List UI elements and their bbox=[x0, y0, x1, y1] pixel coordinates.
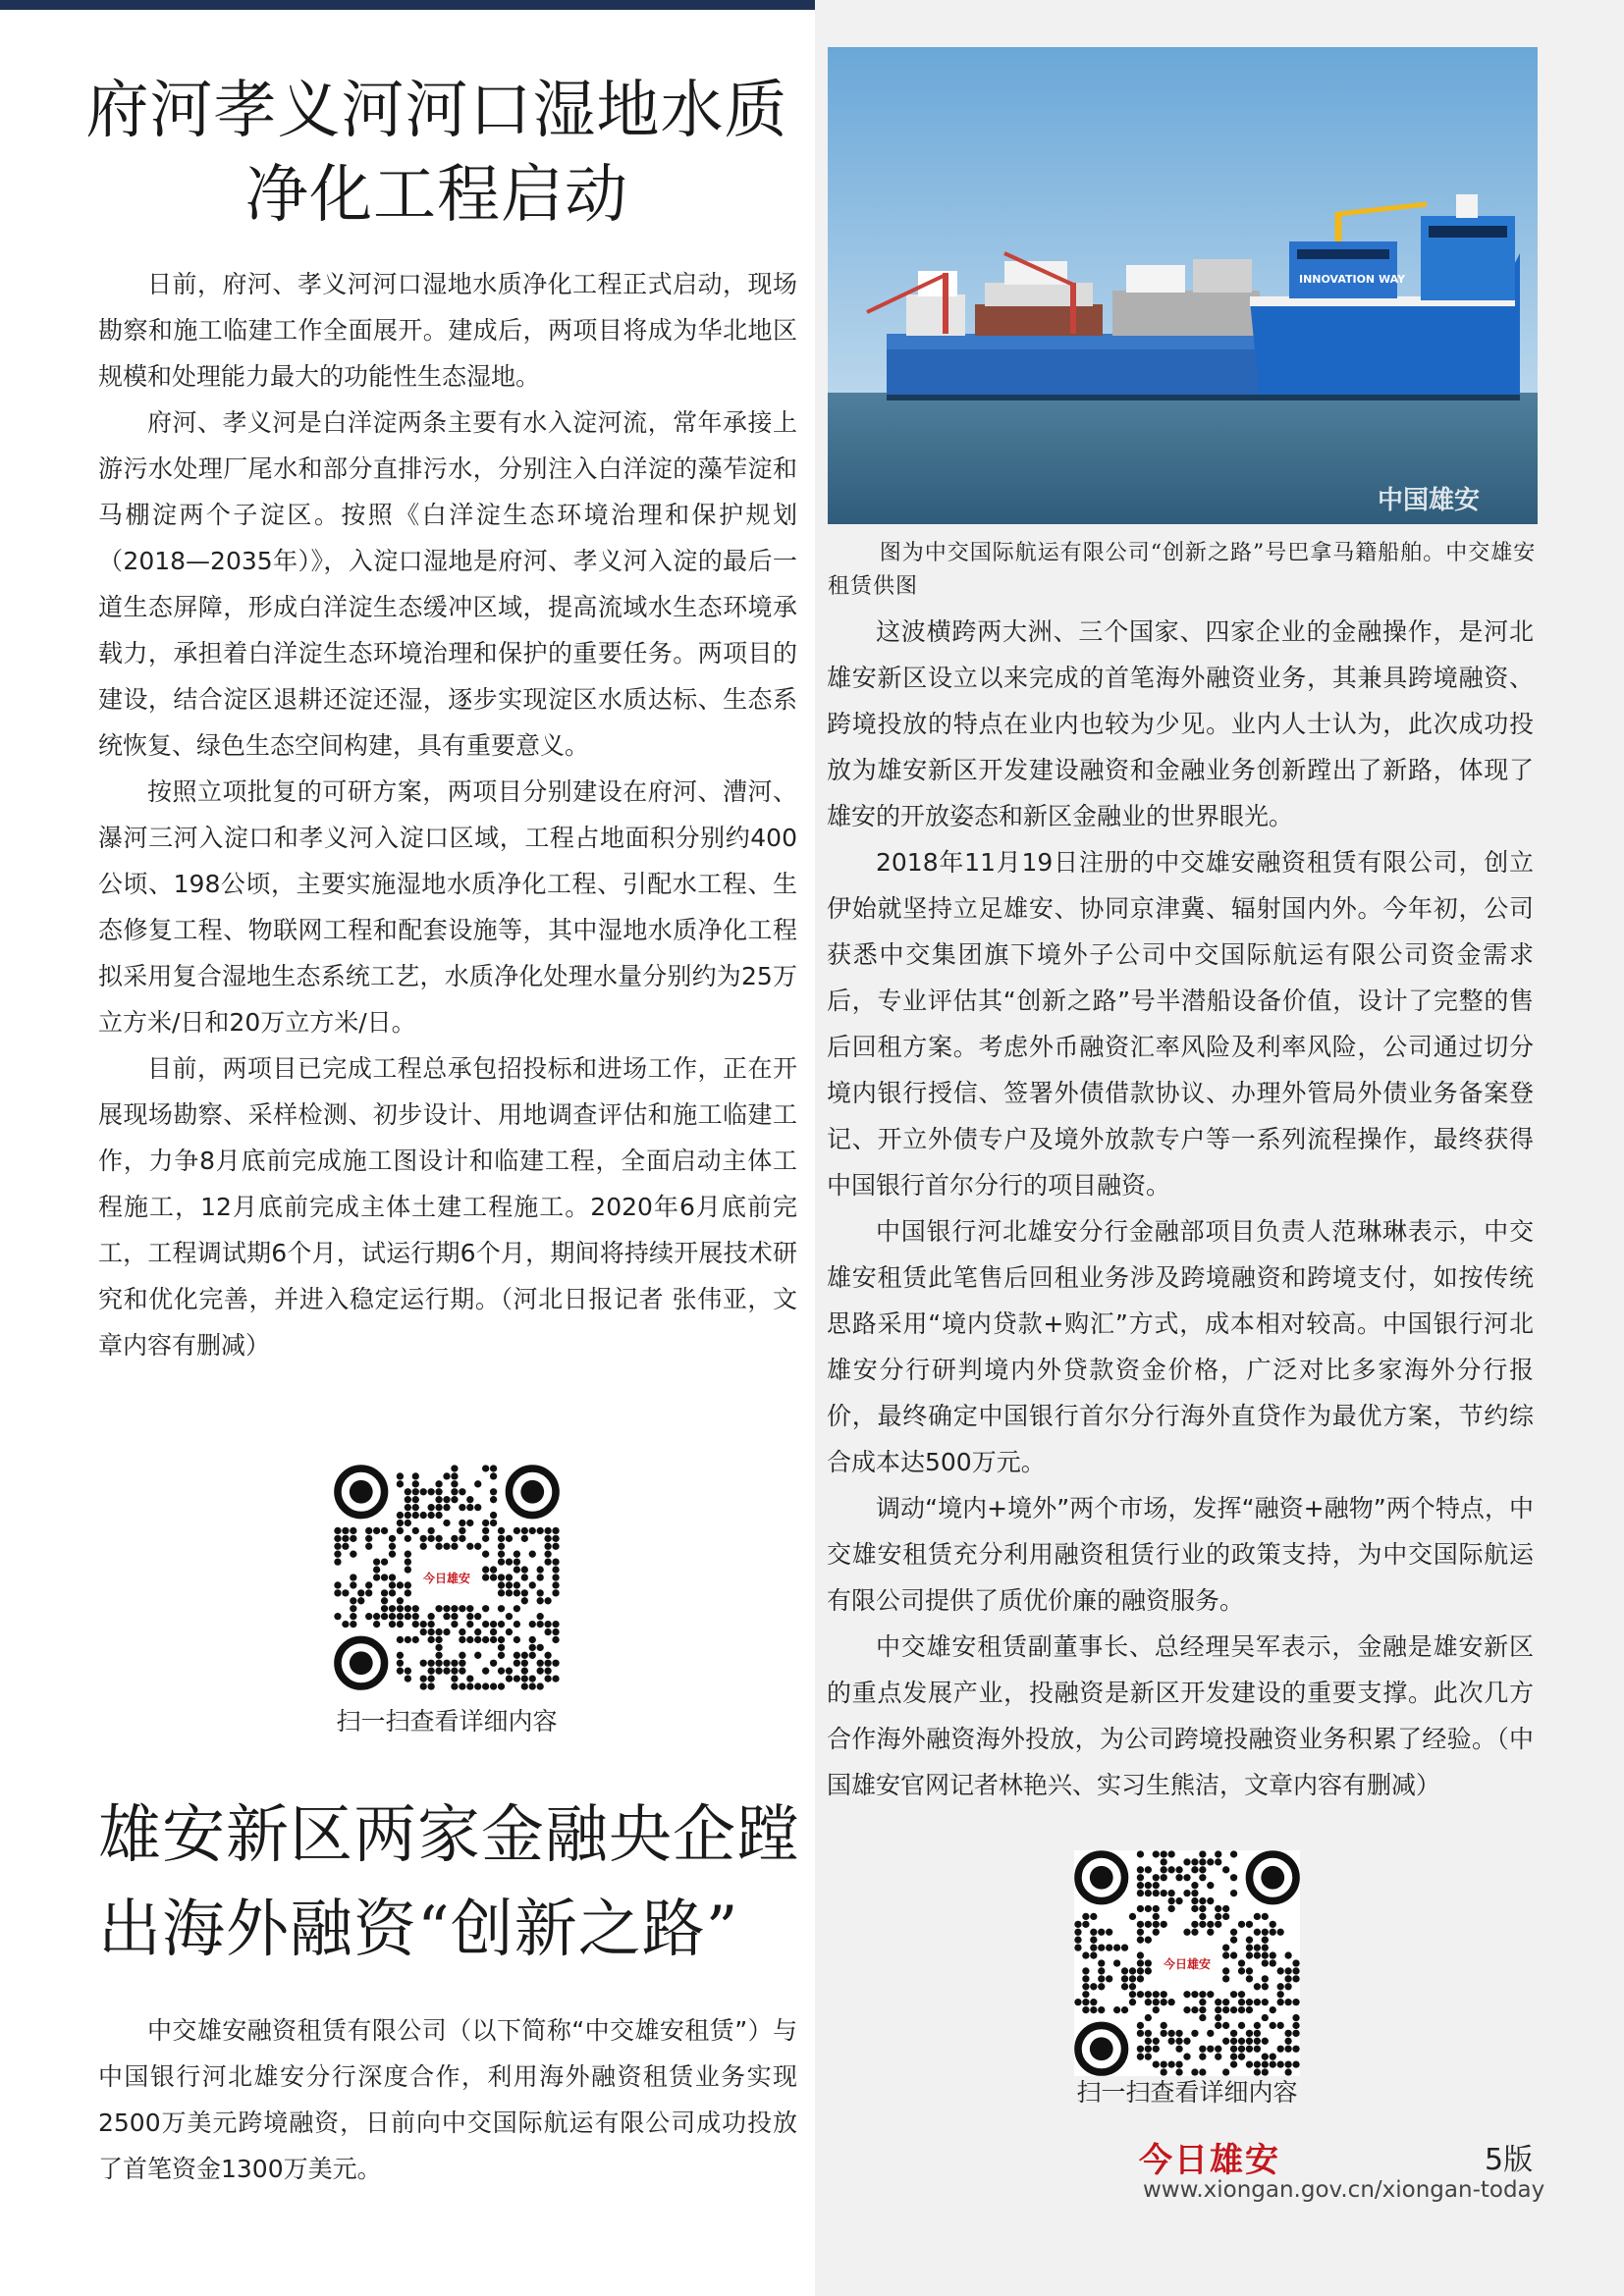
photo-watermark: 中国雄安 bbox=[1378, 486, 1481, 515]
article1-paragraph: 目前，两项目已完成工程总承包招投标和进场工作，正在开展现场勘察、采样检测、初步设计、用地调查评估和施工临建工作，力争8月底前完成施工图设计和临建工程，全面启动主体工程施工，12月底前完成主体土建工程施工。2020年6月底前完工，工程调试期6个月，试运行期6个月，期间将持续开展技术研究和优化完善，并进入稳定运行期。（河北日报记者 张伟亚，文章内容有删减） bbox=[98, 1054, 797, 1360]
article1-paragraph: 日前，府河、孝义河河口湿地水质净化工程正式启动，现场勘察和施工临建工作全面展开。建成后，两项目将成为华北地区规模和处理能力最大的功能性生态湿地。 bbox=[98, 270, 797, 391]
ship-photo bbox=[828, 47, 1538, 524]
footer-url[interactable]: www.xiongan.gov.cn/xiongan-today bbox=[1143, 2177, 1545, 2203]
photo-caption: 图为中交国际航运有限公司“创新之路”号巴拿马籍船舶。中交雄安租赁供图 bbox=[828, 541, 1537, 599]
article2-paragraph: 2018年11月19日注册的中交雄安融资租赁有限公司，创立伊始就坚持立足雄安、协同京津冀、辐射国内外。今年初，公司获悉中交集团旗下境外子公司中交国际航运有限公司资金需求后，专业评估其“创新之路”号半潜船设备价值，设计了完整的售后回租方案。考虑外币融资汇率风险及利率风险，公司通过切分境内银行授信、签署外债借款协议、办理外管局外债业务备案登记、开立外债专户及境外放款专户等一系列流程操作，最终获得中国银行首尔分行的项目融资。 bbox=[827, 848, 1534, 1200]
article1-paragraph: 按照立项批复的可研方案，两项目分别建设在府河、漕河、瀑河三河入淀口和孝义河入淀口区域，工程占地面积分别约400公顷、198公顷，主要实施湿地水质净化工程、引配水工程、生态修复工程、物联网工程和配套设施等，其中湿地水质净化工程拟采用复合湿地生态系统工艺，水质净化处理水量分别约为25万立方米/日和20万立方米/日。 bbox=[98, 777, 797, 1037]
page-number: 5版 bbox=[1485, 2143, 1534, 2177]
article1-body bbox=[98, 261, 797, 1368]
article1-title: 府河孝义河河口湿地水质净化工程启动 bbox=[85, 75, 788, 232]
article1-paragraph: 府河、孝义河是白洋淀两条主要有水入淀河流，常年承接上游污水处理厂尾水和部分直排污水，分别注入白洋淀的藻苲淀和马棚淀两个子淀区。按照《白洋淀生态环境治理和保护规划（2018—2035年）》，入淀口湿地是府河、孝义河入淀的最后一道生态屏障，形成白洋淀生态缓冲区域，提高流域水生态环境承载力，承担着白洋淀生态环境治理和保护的重要任务。两项目的建设，结合淀区退耕还淀还湿，逐步实现淀区水质达标、生态系统恢复、绿色生态空间构建，具有重要意义。 bbox=[98, 408, 797, 760]
qr-logo-text: 今日雄安 bbox=[1163, 1956, 1212, 1971]
ship-name-text: INNOVATION WAY bbox=[1299, 273, 1406, 286]
article2-paragraph: 这波横跨两大洲、三个国家、四家企业的金融操作，是河北雄安新区设立以来完成的首笔海外融资业务，其兼具跨境融资、跨境投放的特点在业内也较为少见。业内人士认为，此次成功投放为雄安新区开发建设融资和金融业务创新蹚出了新路，体现了雄安的开放姿态和新区金融业的世界眼光。 bbox=[827, 617, 1534, 830]
article2-qr-caption: 扫一扫查看详细内容 bbox=[1076, 2078, 1298, 2107]
article2-body-left bbox=[98, 2007, 797, 2192]
article2-title: 雄安新区两家金融央企蹚出海外融资“创新之路” bbox=[98, 1799, 800, 1966]
article2-body-right bbox=[827, 609, 1534, 1808]
qr-logo-text: 今日雄安 bbox=[422, 1571, 471, 1585]
article2-paragraph: 中国银行河北雄安分行金融部项目负责人范琳琳表示，中交雄安租赁此笔售后回租业务涉及跨境融资和跨境支付，如按传统思路采用“境内贷款+购汇”方式，成本相对较高。中国银行河北雄安分行研判境内外贷款资金价格，广泛对比多家海外分行报价，最终确定中国银行首尔分行海外直贷作为最优方案，节约综合成本达500万元。 bbox=[827, 1217, 1534, 1476]
footer-logo: 今日雄安 bbox=[1139, 2141, 1280, 2180]
qr-code-graphic bbox=[1074, 1850, 1300, 2076]
article2-qr-code[interactable] bbox=[1074, 1850, 1300, 2076]
article1-qr-code[interactable] bbox=[334, 1465, 560, 1690]
article2-paragraph: 中交雄安租赁副董事长、总经理吴军表示，金融是雄安新区的重点发展产业，投融资是新区开发建设的重要支撑。此次几方合作海外融资海外投放，为公司跨境投融资业务积累了经验。（中国雄安官网记者林艳兴、实习生熊洁，文章内容有删减） bbox=[827, 1632, 1534, 1799]
article2-paragraph: 中交雄安融资租赁有限公司（以下简称“中交雄安租赁”）与中国银行河北雄安分行深度合作，利用海外融资租赁业务实现2500万美元跨境融资，日前向中交国际航运有限公司成功投放了首笔资金1300万美元。 bbox=[98, 2016, 797, 2183]
qr-code-graphic bbox=[334, 1465, 560, 1690]
article1-qr-caption: 扫一扫查看详细内容 bbox=[336, 1707, 558, 1735]
top-bar bbox=[0, 0, 815, 10]
article2-paragraph: 调动“境内+境外”两个市场，发挥“融资+融物”两个特点，中交雄安租赁充分利用融资租赁行业的政策支持，为中交国际航运有限公司提供了质优价廉的融资服务。 bbox=[827, 1494, 1534, 1615]
